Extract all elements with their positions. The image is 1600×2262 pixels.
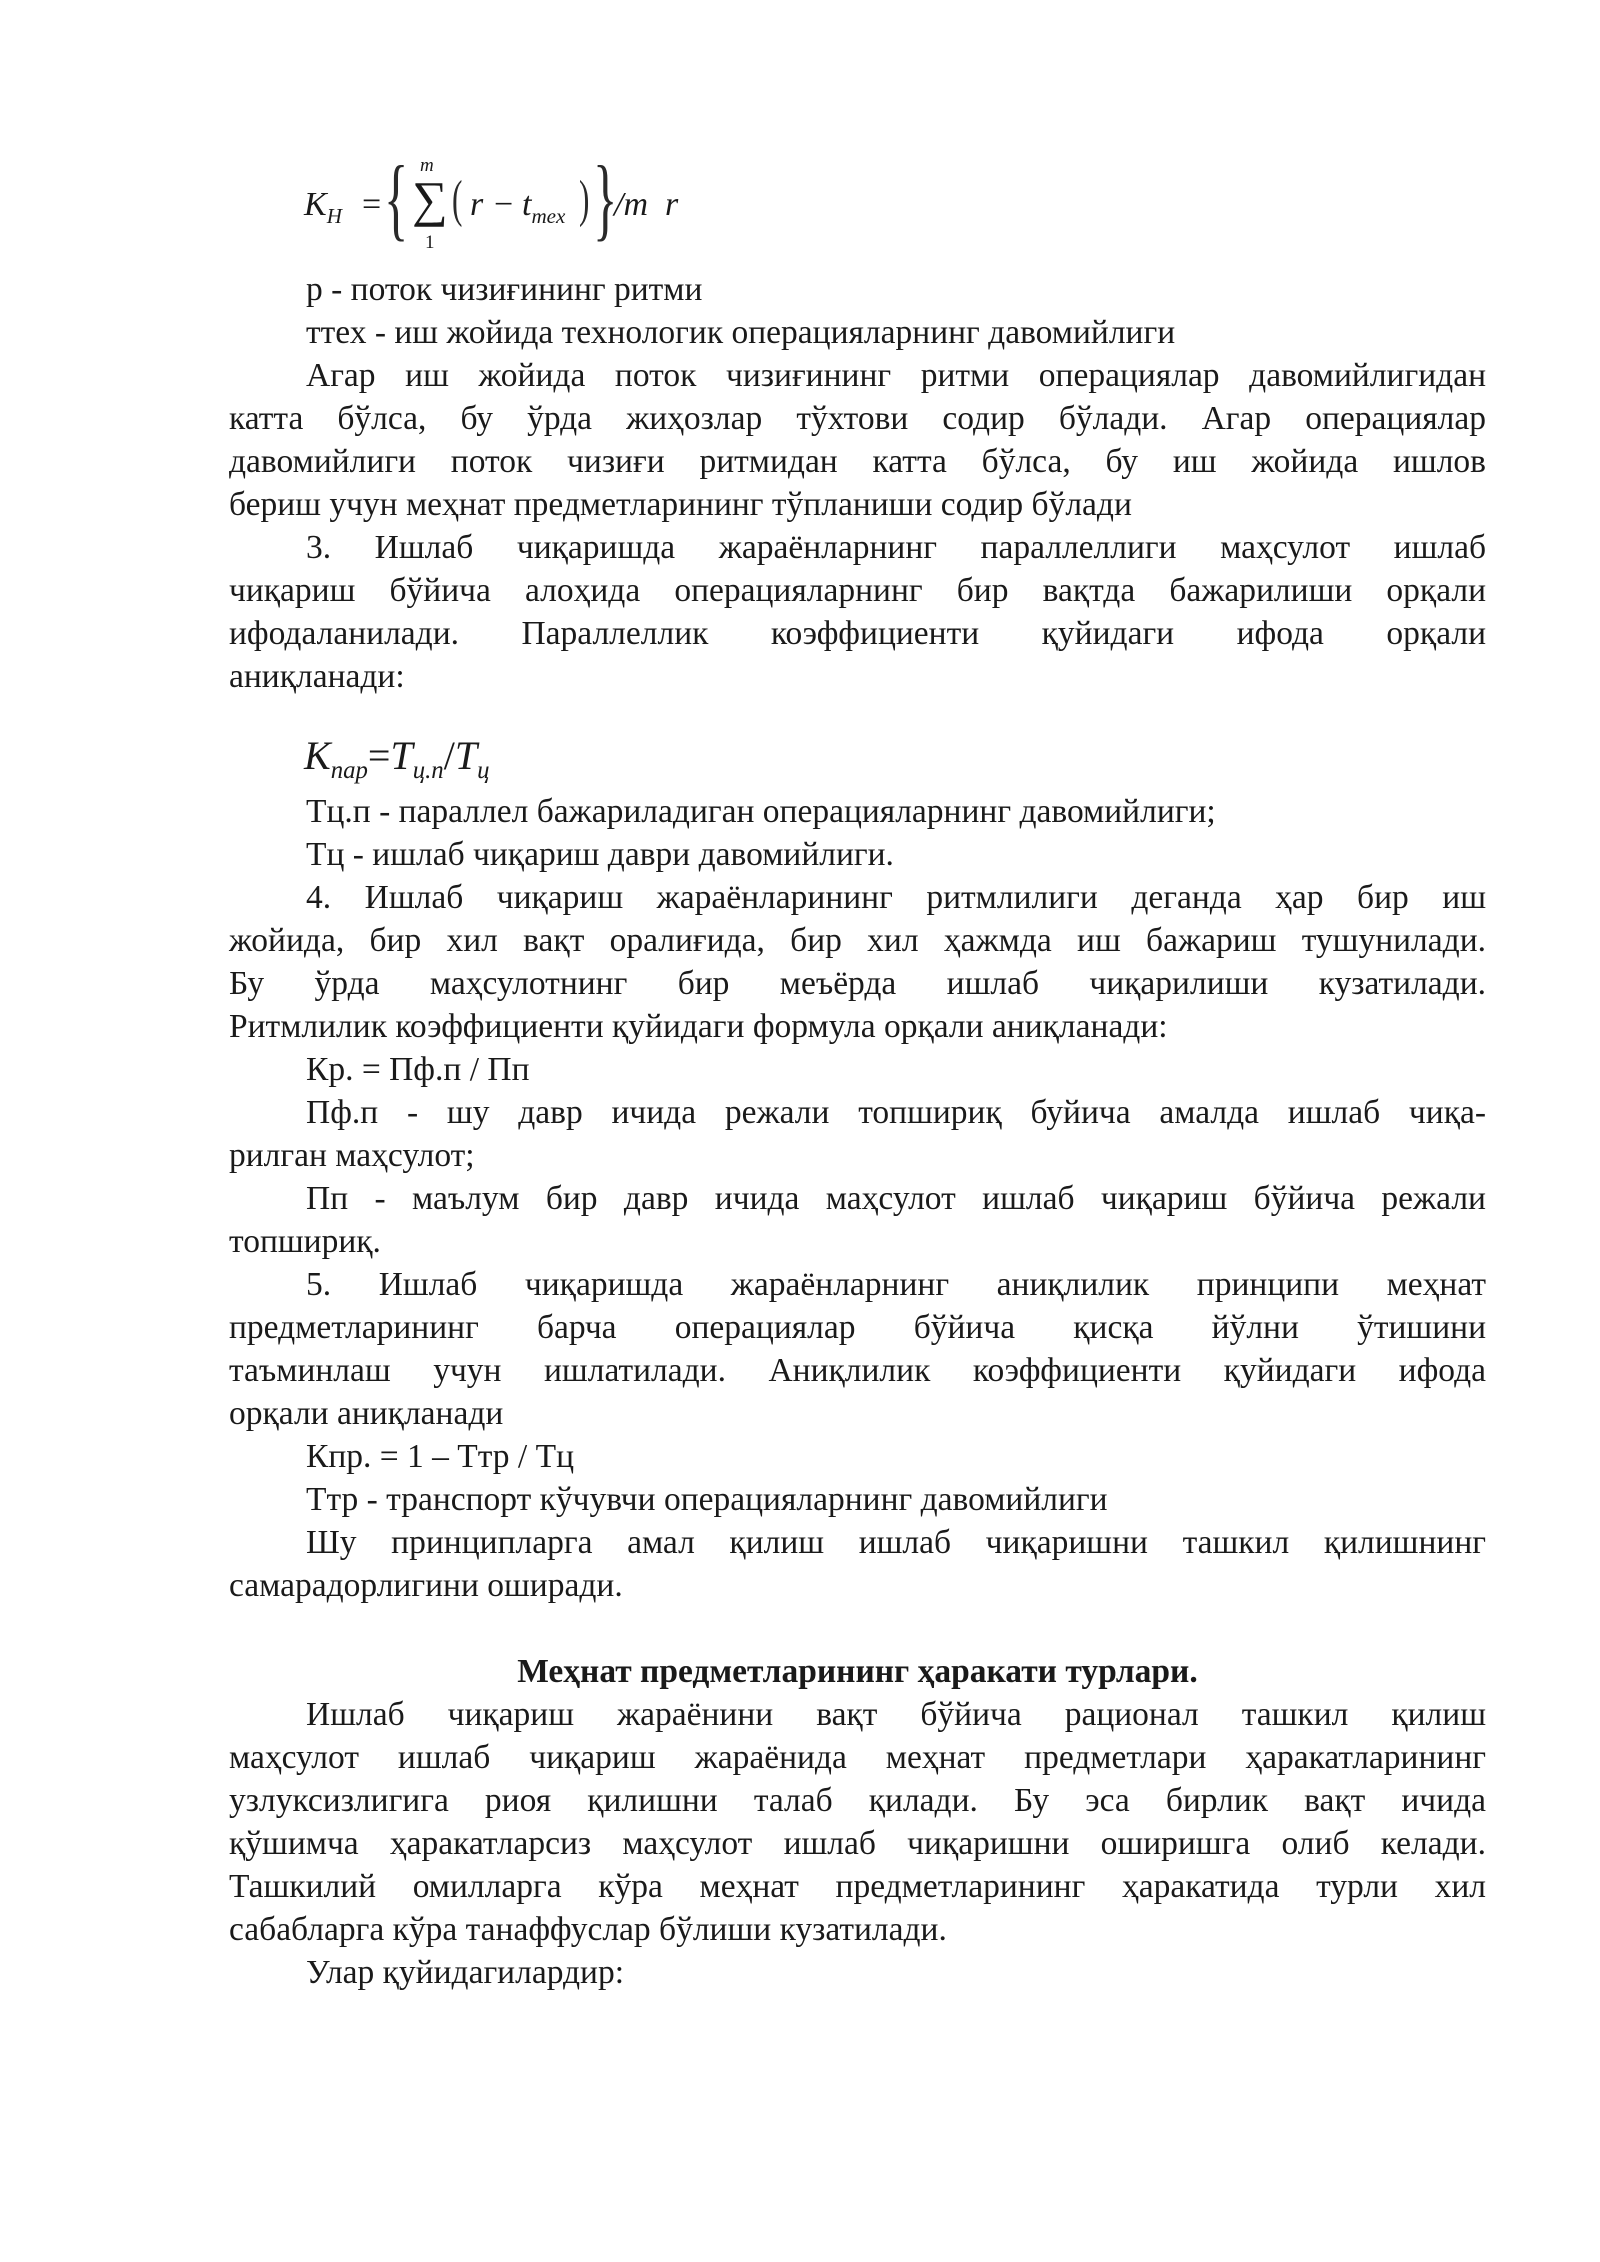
formula-kpar-t2: $T_ц$	[454, 733, 490, 784]
text-line: Ташкилий омилларга кўра меҳнат предметларининг ҳаракатида турли хил	[229, 1868, 1486, 1905]
left-paren-icon: (	[452, 171, 463, 228]
text-line: жойида, бир хил вақт оралиғида, бир хил ҳажмда иш бажариш тушунилади.	[229, 922, 1486, 959]
text-line: топшириқ.	[229, 1223, 381, 1260]
formula-kpar-slash: /	[443, 733, 455, 778]
text-line: 3. Ишлаб чиқаришда жараёнларнинг параллеллиги маҳсулот ишлаб	[306, 529, 1486, 566]
text-line: предметларининг барча операциялар бўйича қисқа йўлни ўтишини	[229, 1309, 1486, 1346]
formula-kh-tail: /m r	[614, 186, 679, 223]
text-line: Ишлаб чиқариш жараёнини вақт бўйича рационал ташкил қилиш	[306, 1696, 1486, 1733]
section-heading: Меҳнат предметларининг ҳаракати турлари.	[517, 1653, 1198, 1690]
formula-kpar-eq: =	[367, 733, 391, 778]
text-line: узлуксизлигига риоя қилишни талаб қилади. Бу эса бирлик вақт ичида	[229, 1782, 1486, 1819]
text-line: Ттр - транспорт кўчувчи операцияларнинг давомийлиги	[306, 1481, 1108, 1518]
formula-kpar-k: $K_{пар}$	[304, 733, 368, 784]
formula-kh	[304, 147, 704, 260]
formula-kpr: Кпр. = 1 – Ттр / Тц	[306, 1438, 574, 1475]
text-line: сабабларга кўра танаффуслар бўлиши кузатилади.	[229, 1911, 947, 1948]
text-line: Тц.п - параллел бажариладиган операцияларнинг давомийлиги;	[306, 793, 1216, 830]
text-line: Улар қуйидагилардир:	[306, 1954, 625, 1991]
text-line: Бу ўрда маҳсулотнинг бир меъёрда ишлаб чиқарилиши кузатилади.	[229, 965, 1486, 1002]
text-line: катта бўлса, бу ўрда жиҳозлар тўхтови содир бўлади. Агар операциялар	[229, 400, 1486, 437]
sum-lower-limit: 1	[425, 232, 435, 253]
sigma-icon: ∑	[412, 171, 448, 227]
text-line: Пп - маълум бир давр ичида маҳсулот ишлаб чиқариш бўйича режали	[306, 1180, 1486, 1217]
text-line: бериш учун меҳнат предметларининг тўпланиши содир бўлади	[229, 486, 1132, 523]
text-line: Шу принципларга амал қилиш ишлаб чиқаришни ташкил қилишнинг	[306, 1524, 1486, 1561]
text-line: таъминлаш учун ишлатилади. Аниқлилик коэффициенти қуйидаги ифода	[229, 1352, 1486, 1389]
text-line: орқали аниқланади	[229, 1395, 504, 1432]
text-line: р - поток чизиғининг ритми	[306, 271, 703, 308]
text-line: 4. Ишлаб чиқариш жараёнларининг ритмлилиги деганда ҳар бир иш	[306, 879, 1486, 916]
text-line: Тц - ишлаб чиқариш даври давомийлиги.	[306, 836, 894, 873]
formula-kpar-t1: $T_{ц.п}$	[390, 733, 444, 784]
formula-kpar	[304, 728, 489, 799]
text-line: ифодаланилади. Параллеллик коэффициенти қуйидаги ифода орқали	[229, 615, 1486, 652]
text-line: маҳсулот ишлаб чиқариш жараёнида меҳнат предметлари ҳаракатларининг	[229, 1739, 1486, 1776]
formula-kh-k: $K_H$	[304, 186, 342, 228]
formula-kh-t: $t_{mex}$	[522, 186, 566, 228]
text-line: ттех - иш жойида технологик операцияларнинг давомийлиги	[306, 314, 1176, 351]
formula-kh-eq: =	[362, 186, 382, 223]
text-line: аниқланади:	[229, 658, 405, 695]
text-line: Ритмлилик коэффициенти қуйидаги формула орқали аниқланади:	[229, 1008, 1168, 1045]
text-line: давомийлиги поток чизиғи ритмидан катта бўлса, бу иш жойида ишлов	[229, 443, 1486, 480]
right-brace-icon: }	[593, 147, 618, 249]
left-brace-icon: {	[384, 147, 409, 249]
text-line: рилган маҳсулот;	[229, 1137, 475, 1174]
formula-kr: Кр. = Пф.п / Пп	[306, 1051, 530, 1088]
text-line: Агар иш жойида поток чизиғининг ритми операциялар давомийлигидан	[306, 357, 1486, 394]
text-line: самарадорлигини оширади.	[229, 1567, 623, 1604]
text-line: 5. Ишлаб чиқаришда жараёнларнинг аниқлилик принципи меҳнат	[306, 1266, 1486, 1303]
text-line: Пф.п - шу давр ичида режали топшириқ буйича амалда ишлаб чиқа-	[306, 1094, 1486, 1131]
sum-upper-limit: m	[420, 155, 434, 176]
right-paren-icon: )	[579, 171, 590, 228]
text-line: қўшимча ҳаракатларсиз маҳсулот ишлаб чиқаришни оширишга олиб келади.	[229, 1825, 1486, 1862]
formula-kh-minus: −	[494, 186, 514, 223]
formula-kh-r: r	[470, 186, 484, 223]
text-line: чиқариш бўйича алоҳида операцияларнинг бир вақтда бажарилиши орқали	[229, 572, 1486, 609]
